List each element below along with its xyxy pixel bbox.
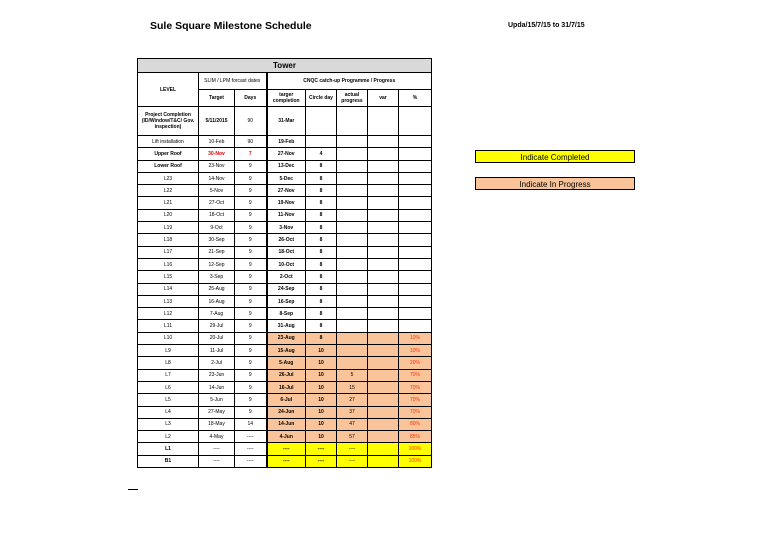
var-cell [368,394,399,406]
table-row [138,209,432,221]
completion-cell: 18-Oct [267,246,306,258]
days-cell: 9 [235,283,267,295]
completion-cell: 19-Feb [267,136,306,148]
table-row [138,160,432,172]
circle-day-cell: 10 [306,381,337,393]
target-completion-header: targer completion [267,90,306,107]
target-cell: 27-May [199,406,235,418]
level-cell: L23 [138,172,199,184]
circle-day-cell: 8 [306,160,337,172]
days-cell: 9 [235,197,267,209]
var-cell [368,332,399,344]
percent-cell [399,222,432,234]
percent-cell [399,160,432,172]
circle-day-cell: 8 [306,308,337,320]
level-cell: L21 [138,197,199,209]
level-cell: L9 [138,345,199,357]
actual-progress-cell: ---- [337,443,368,455]
milestone-table [137,58,432,468]
level-cell: L2 [138,431,199,443]
var-cell [368,185,399,197]
days-cell: 9 [235,357,267,369]
level-cell: Upper Roof [138,148,199,160]
var-cell [368,234,399,246]
target-cell: 5-Jun [199,394,235,406]
completion-cell: 10-Oct [267,258,306,270]
actual-progress-cell [337,136,368,148]
circle-day-cell: 8 [306,271,337,283]
circle-day-cell: ---- [306,455,337,467]
actual-progress-cell: 37 [337,406,368,418]
completion-cell: 14-Jun [267,418,306,430]
circle-day-cell: 8 [306,222,337,234]
circle-day-cell: 4 [306,148,337,160]
percent-cell: 20% [399,357,432,369]
target-cell: 20-Jul [199,332,235,344]
days-cell: ---- [235,431,267,443]
target-cell: 23-Nov [199,160,235,172]
actual-progress-cell [337,345,368,357]
table-row [138,246,432,258]
percent-cell: 10% [399,345,432,357]
actual-progress-header: actual progress [337,90,368,107]
percent-cell: 70% [399,406,432,418]
days-cell: 9 [235,185,267,197]
target-cell: 9-Oct [199,222,235,234]
level-cell: L19 [138,222,199,234]
days-cell: 90 [235,107,267,136]
target-header: Target [199,90,235,107]
level-cell: L6 [138,381,199,393]
circle-day-cell: 10 [306,345,337,357]
circle-day-cell: 8 [306,320,337,332]
circle-day-header: Circle day [306,90,337,107]
target-cell: 3-Sep [199,271,235,283]
completion-cell: 8-Sep [267,308,306,320]
actual-progress-cell [337,185,368,197]
completion-cell: 31-Aug [267,320,306,332]
days-cell: 90 [235,136,267,148]
target-cell: 25-Aug [199,283,235,295]
target-cell: 14-Jun [199,381,235,393]
percent-cell [399,234,432,246]
table-row [138,431,432,443]
level-cell: L7 [138,369,199,381]
percent-cell: 100% [399,455,432,467]
table-row [138,148,432,160]
actual-progress-cell [337,332,368,344]
days-cell: ---- [235,443,267,455]
var-cell [368,172,399,184]
level-cell: L18 [138,234,199,246]
completion-cell: 27-Nov [267,148,306,160]
table-row [138,357,432,369]
actual-progress-cell [337,148,368,160]
table-row [138,222,432,234]
completion-cell: 23-Aug [267,332,306,344]
table-row [138,271,432,283]
table-row [138,283,432,295]
slim-forecast-header: SLIM / LPM forcast dates [199,73,267,90]
var-cell [368,308,399,320]
var-cell [368,107,399,136]
completion-cell: 27-Nov [267,185,306,197]
legend-in-progress: Indicate In Progress [475,177,635,190]
target-cell: 11-Jul [199,345,235,357]
table-row [138,406,432,418]
level-cell: L10 [138,332,199,344]
target-cell: ---- [199,455,235,467]
actual-progress-cell: 15 [337,381,368,393]
circle-day-cell: 8 [306,185,337,197]
circle-day-cell: 8 [306,209,337,221]
actual-progress-cell [337,357,368,369]
actual-progress-cell: 57 [337,431,368,443]
var-cell [368,357,399,369]
days-cell: 9 [235,320,267,332]
legend-completed: Indicate Completed [475,150,635,163]
percent-cell: 70% [399,394,432,406]
completion-cell: 26-Jul [267,369,306,381]
completion-cell: 11-Nov [267,209,306,221]
target-cell: 5/11/2015 [199,107,235,136]
percent-cell [399,320,432,332]
days-cell: 9 [235,234,267,246]
target-cell: 5-Nov [199,185,235,197]
percent-cell: 70% [399,381,432,393]
update-period: Upda/15/7/15 to 31/7/15 [508,22,585,29]
actual-progress-cell [337,172,368,184]
percent-cell [399,308,432,320]
completion-cell: 15-Aug [267,345,306,357]
actual-progress-cell [337,320,368,332]
circle-day-cell: ---- [306,443,337,455]
circle-day-cell: 8 [306,283,337,295]
level-cell: L1 [138,443,199,455]
completion-cell: 4-Jun [267,431,306,443]
actual-progress-cell [337,295,368,307]
percent-cell [399,185,432,197]
var-cell [368,209,399,221]
actual-progress-cell [337,246,368,258]
level-cell: Project Completion (ID/Window/T&C/ Gov. inspection) [138,107,199,136]
level-cell: L11 [138,320,199,332]
percent-cell [399,271,432,283]
var-cell [368,320,399,332]
target-cell: 30-Nov [199,148,235,160]
level-cell: L20 [138,209,199,221]
var-cell [368,406,399,418]
days-cell: 9 [235,258,267,270]
var-cell [368,345,399,357]
percent-cell [399,209,432,221]
percent-header: % [399,90,432,107]
actual-progress-cell [337,258,368,270]
completion-cell: 6-Jul [267,394,306,406]
level-cell: L15 [138,271,199,283]
var-cell [368,443,399,455]
actual-progress-cell [337,271,368,283]
completion-cell: 24-Jun [267,406,306,418]
table-row [138,258,432,270]
actual-progress-cell: 27 [337,394,368,406]
completion-cell: 24-Sep [267,283,306,295]
circle-day-cell: 10 [306,418,337,430]
table-row [138,295,432,307]
circle-day-cell: 10 [306,369,337,381]
var-cell [368,197,399,209]
percent-cell [399,258,432,270]
table-row [138,332,432,344]
table-row [138,172,432,184]
actual-progress-cell [337,308,368,320]
target-cell: 16-Aug [199,295,235,307]
var-cell [368,431,399,443]
var-cell [368,381,399,393]
circle-day-cell: 10 [306,357,337,369]
days-cell: ---- [235,455,267,467]
var-cell [368,295,399,307]
days-cell: 7 [235,148,267,160]
var-cell [368,160,399,172]
completion-cell: 26-Oct [267,234,306,246]
percent-cell [399,172,432,184]
table-row [138,234,432,246]
level-cell: L17 [138,246,199,258]
percent-cell [399,295,432,307]
percent-cell [399,107,432,136]
completion-cell: 31-Mar [267,107,306,136]
percent-cell [399,197,432,209]
completion-cell: 16-Jul [267,381,306,393]
level-cell: Lower Roof [138,160,199,172]
days-cell: 9 [235,394,267,406]
level-cell: L16 [138,258,199,270]
circle-day-cell: 8 [306,258,337,270]
var-cell [368,258,399,270]
days-cell: 9 [235,332,267,344]
percent-cell [399,148,432,160]
days-cell: 9 [235,222,267,234]
completion-cell: ---- [267,443,306,455]
table-row [138,455,432,467]
percent-cell: 10% [399,332,432,344]
circle-day-cell: 8 [306,172,337,184]
days-cell: 9 [235,246,267,258]
completion-cell: 3-Nov [267,222,306,234]
circle-day-cell: 8 [306,295,337,307]
days-cell: 9 [235,345,267,357]
circle-day-cell [306,136,337,148]
days-header: Days [235,90,267,107]
days-cell: 9 [235,271,267,283]
var-header: var [368,90,399,107]
days-cell: 9 [235,209,267,221]
var-cell [368,148,399,160]
days-cell: 9 [235,295,267,307]
page-title: Sule Square Milestone Schedule [150,20,312,32]
table-row [138,197,432,209]
level-header: LEVEL [138,73,199,107]
level-cell: L5 [138,394,199,406]
margin-mark [128,489,138,490]
circle-day-cell: 8 [306,332,337,344]
target-cell: 21-Sep [199,246,235,258]
actual-progress-cell [337,160,368,172]
completion-cell: 13-Dec [267,160,306,172]
completion-cell: 5-Dec [267,172,306,184]
table-row [138,185,432,197]
completion-cell: 2-Oct [267,271,306,283]
circle-day-cell: 8 [306,197,337,209]
table-row [138,345,432,357]
days-cell: 9 [235,369,267,381]
target-cell: 27-Oct [199,197,235,209]
target-cell: 23-Jun [199,369,235,381]
var-cell [368,246,399,258]
circle-day-cell: 8 [306,234,337,246]
circle-day-cell: 10 [306,431,337,443]
cnqc-programme-header: CNQC catch-up Programme / Progress [267,73,432,90]
actual-progress-cell [337,107,368,136]
target-cell: 12-Sep [199,258,235,270]
table-row [138,308,432,320]
level-cell: L8 [138,357,199,369]
actual-progress-cell [337,222,368,234]
table-row [138,107,432,136]
percent-cell [399,246,432,258]
actual-progress-cell: ---- [337,455,368,467]
var-cell [368,271,399,283]
var-cell [368,455,399,467]
target-cell: 14-Nov [199,172,235,184]
completion-cell: 19-Nov [267,197,306,209]
table-row [138,320,432,332]
target-cell: 10-Feb [199,136,235,148]
table-row [138,136,432,148]
target-cell: ---- [199,443,235,455]
percent-cell [399,283,432,295]
target-cell: 4-May [199,431,235,443]
var-cell [368,283,399,295]
days-cell: 14 [235,418,267,430]
level-cell: L4 [138,406,199,418]
table-row [138,443,432,455]
level-cell: L12 [138,308,199,320]
table-row [138,418,432,430]
target-cell: 2-Jul [199,357,235,369]
circle-day-cell: 10 [306,394,337,406]
var-cell [368,136,399,148]
target-cell: 18-Oct [199,209,235,221]
level-cell: L22 [138,185,199,197]
level-cell: L3 [138,418,199,430]
table-row [138,369,432,381]
table-row [138,394,432,406]
percent-cell: 85% [399,431,432,443]
var-cell [368,222,399,234]
target-cell: 7-Aug [199,308,235,320]
days-cell: 9 [235,406,267,418]
actual-progress-cell [337,209,368,221]
tower-section-header: Tower [138,59,432,73]
circle-day-cell: 8 [306,246,337,258]
level-cell: L13 [138,295,199,307]
actual-progress-cell [337,234,368,246]
percent-cell: 100% [399,443,432,455]
days-cell: 9 [235,381,267,393]
days-cell: 9 [235,160,267,172]
completion-cell: ---- [267,455,306,467]
table-row [138,381,432,393]
level-cell: Lift installation [138,136,199,148]
days-cell: 9 [235,308,267,320]
completion-cell: 16-Sep [267,295,306,307]
target-cell: 30-Sep [199,234,235,246]
level-cell: L14 [138,283,199,295]
var-cell [368,418,399,430]
actual-progress-cell: 47 [337,418,368,430]
actual-progress-cell: 5 [337,369,368,381]
var-cell [368,369,399,381]
target-cell: 29-Jul [199,320,235,332]
percent-cell: 70% [399,369,432,381]
level-cell: B1 [138,455,199,467]
actual-progress-cell [337,197,368,209]
completion-cell: 5-Aug [267,357,306,369]
actual-progress-cell [337,283,368,295]
percent-cell: 80% [399,418,432,430]
circle-day-cell: 10 [306,406,337,418]
target-cell: 18-May [199,418,235,430]
percent-cell [399,136,432,148]
days-cell: 9 [235,172,267,184]
circle-day-cell [306,107,337,136]
